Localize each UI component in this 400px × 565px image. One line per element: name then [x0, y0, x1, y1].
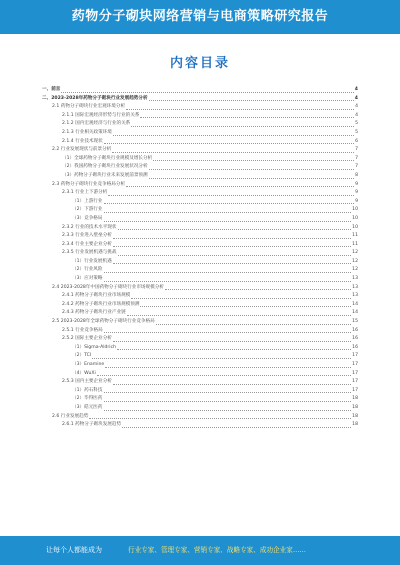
toc-leader-dots	[149, 100, 354, 101]
toc-entry-page: 4	[355, 112, 358, 118]
toc-entry-page: 17	[352, 387, 358, 393]
toc-leader-dots	[153, 160, 354, 161]
toc-entry-title: 2.5.1 行业竞争格局	[62, 327, 103, 333]
toc-entry-page: 12	[352, 267, 358, 273]
toc-entry-title: 2.5 2023-2028年全球药物分子砌块行业竞争格局	[52, 319, 155, 325]
toc-leader-dots	[104, 410, 352, 411]
toc-leader-dots	[113, 263, 351, 264]
toc-entry[interactable]	[42, 327, 358, 336]
toc-entry[interactable]	[42, 112, 358, 121]
toc-entry-title: 一、前言	[42, 87, 61, 92]
toc-entry-page: 13	[352, 284, 358, 290]
toc-entry-page: 7	[355, 155, 358, 161]
toc-entry-page: 17	[352, 379, 358, 385]
toc-entry[interactable]	[42, 172, 358, 181]
toc-entry[interactable]	[42, 378, 358, 387]
toc-leader-dots	[92, 358, 351, 359]
footer-banner	[0, 536, 400, 565]
toc-entry-page: 4	[354, 95, 358, 101]
toc-leader-dots	[113, 135, 354, 136]
toc-entry-page: 15	[352, 319, 358, 325]
toc-entry-title: （1）药石科技	[72, 387, 103, 393]
toc-entry-page: 11	[352, 233, 358, 239]
toc-entry-title: （1）Sigma-Aldrich	[72, 344, 117, 350]
toc-entry-title: （3）药物分子砌块行业未来发展前景预测	[62, 172, 148, 178]
toc-entry-title: （2）我国药物分子砌块行业发展状况分析	[62, 164, 148, 170]
toc-entry-title: 2.1.2 国内宏观经济与行业的关系	[62, 121, 131, 127]
toc-entry-title: 2.1 药物分子砌块行业宏观环境分析	[52, 104, 126, 110]
toc-entry-title: 2.3.1 行业上下游分析	[62, 190, 108, 196]
toc-entry[interactable]	[42, 146, 358, 155]
toc-entry-title: 2.6 行业发展趋势	[52, 413, 89, 419]
toc-entry[interactable]	[42, 266, 358, 275]
toc-entry-page: 17	[352, 353, 358, 359]
toc-entry[interactable]	[42, 95, 358, 104]
toc-entry-page: 12	[352, 250, 358, 256]
toc-leader-dots	[165, 289, 351, 290]
toc-entry-title: （4）WuXi	[72, 370, 96, 376]
toc-leader-dots	[140, 117, 354, 118]
toc-leader-dots	[156, 324, 351, 325]
toc-entry-title: 2.6.1 药物分子砌块发展趋势	[62, 422, 122, 428]
toc-entry-page: 9	[355, 190, 358, 196]
toc-entry[interactable]	[42, 206, 358, 215]
toc-entry-title: 2.5.2 国际主要企业分析	[62, 336, 112, 342]
toc-entry-page: 5	[355, 121, 358, 127]
toc-entry[interactable]	[42, 301, 358, 310]
toc-leader-dots	[104, 392, 352, 393]
toc-entry[interactable]	[42, 413, 358, 422]
toc-entry[interactable]	[42, 404, 358, 413]
toc-entry-title: （2）毕得医药	[72, 396, 103, 402]
toc-entry-page: 6	[355, 138, 358, 144]
report-header	[0, 0, 400, 34]
toc-leader-dots	[105, 367, 351, 368]
toc-entry[interactable]	[42, 86, 358, 95]
toc-entry-page: 18	[352, 413, 358, 419]
toc-entry[interactable]	[42, 387, 358, 396]
toc-entry-page: 4	[355, 104, 358, 110]
toc-entry[interactable]	[42, 232, 358, 241]
toc-leader-dots	[108, 195, 354, 196]
toc-leader-dots	[126, 186, 354, 187]
toc-leader-dots	[113, 246, 351, 247]
toc-entry[interactable]	[42, 215, 358, 224]
toc-entry-title: （2）TCI	[72, 353, 92, 359]
toc-entry[interactable]	[42, 395, 358, 404]
toc-entry-title: （1）行业发展机遇	[72, 258, 112, 264]
toc-entry[interactable]	[42, 292, 358, 301]
toc-entry-page: 16	[352, 327, 358, 333]
toc-entry-title: （1）上游行业	[72, 198, 103, 204]
toc-leader-dots	[61, 92, 353, 93]
toc-leader-dots	[117, 349, 351, 350]
toc-entry-title: 2.2 行业发展现状与前景分析	[52, 147, 112, 153]
toc-entry[interactable]	[42, 318, 358, 327]
toc-entry-page: 13	[352, 293, 358, 299]
toc-entry[interactable]	[42, 421, 358, 430]
toc-entry-title: （3）竞争格局	[72, 215, 103, 221]
toc-entry-title: 2.3.3 行业进入壁垒分析	[62, 233, 112, 239]
toc-leader-dots	[131, 126, 354, 127]
toc-entry[interactable]	[42, 284, 358, 293]
toc-entry-page: 14	[352, 301, 358, 307]
toc-leader-dots	[131, 298, 351, 299]
toc-entry[interactable]	[42, 370, 358, 379]
toc-entry-title: 2.3 药物分子砌块行业竞争格局分析	[52, 181, 126, 187]
toc-leader-dots	[104, 221, 352, 222]
toc-leader-dots	[104, 203, 355, 204]
toc-entry-page: 13	[352, 276, 358, 282]
toc-leader-dots	[149, 178, 354, 179]
toc-entry-page: 14	[352, 310, 358, 316]
toc-entry-title: 2.4.3 药物分子砌块行业产业链	[62, 310, 126, 316]
toc-entry[interactable]	[42, 335, 358, 344]
toc-entry[interactable]	[42, 224, 358, 233]
toc-leader-dots	[126, 109, 354, 110]
toc-leader-dots	[140, 306, 351, 307]
toc-entry-page: 7	[355, 147, 358, 153]
toc-entry-page: 10	[352, 207, 358, 213]
toc-entry[interactable]	[42, 181, 358, 190]
report-title: 药物分子砌块网络营销与电商策略研究报告	[71, 9, 329, 24]
toc-leader-dots	[104, 281, 352, 282]
toc-entry-page: 9	[355, 198, 358, 204]
toc-entry-title: 2.4.1 药物分子砌块行业市场规模	[62, 293, 131, 299]
toc-entry-page: 5	[355, 129, 358, 135]
toc-entry-page: 10	[352, 215, 358, 221]
toc-entry-page: 18	[352, 396, 358, 402]
toc-entry-title: （3）应对策略	[72, 276, 103, 282]
toc-entry-title: 2.1.4 行业技术现状	[62, 138, 103, 144]
toc-entry-title: （2）下游行业	[72, 207, 103, 213]
toc-leader-dots	[112, 152, 354, 153]
toc-entry-page: 17	[352, 370, 358, 376]
toc-entry[interactable]	[42, 352, 358, 361]
toc-leader-dots	[122, 427, 351, 428]
toc-entry[interactable]	[42, 258, 358, 267]
toc-entry-title: 二、2023-2028年药物分子砌块行业发展趋势分析	[42, 95, 148, 101]
toc-entry[interactable]	[42, 138, 358, 147]
toc-entry-page: 8	[355, 172, 358, 178]
toc-leader-dots	[113, 384, 351, 385]
toc-entry-title: 2.5.3 国内主要企业分析	[62, 379, 112, 385]
toc-leader-dots	[127, 315, 351, 316]
toc-entry[interactable]	[42, 189, 358, 198]
toc-entry-title: （3）Enamine	[72, 362, 105, 367]
toc-entry[interactable]	[42, 344, 358, 353]
toc-entry[interactable]	[42, 155, 358, 164]
toc-leader-dots	[104, 332, 351, 333]
toc-entry-page: 9	[355, 181, 358, 187]
table-of-contents	[42, 86, 358, 430]
toc-entry-page: 11	[352, 241, 358, 247]
toc-entry-title: 2.4.2 药物分子砌块行业市场规模预测	[62, 301, 140, 307]
toc-leader-dots	[97, 375, 351, 376]
toc-leader-dots	[113, 238, 351, 239]
toc-entry-title: 2.1.1 国际宏观经济形势与行业的关系	[62, 112, 140, 118]
toc-entry-page: 4	[354, 87, 358, 92]
toc-entry[interactable]	[42, 129, 358, 138]
toc-entry[interactable]	[42, 249, 358, 258]
toc-entry-page: 7	[355, 164, 358, 170]
toc-entry-page: 12	[352, 258, 358, 264]
toc-entry-page: 17	[352, 362, 358, 367]
toc-entry-page: 16	[352, 336, 358, 342]
footer-tagline: 行业专家、管理专家、营销专家、战略专家、成功企业家……	[128, 546, 307, 554]
toc-leader-dots	[89, 418, 351, 419]
toc-heading: 内容目录	[169, 56, 230, 71]
toc-leader-dots	[104, 401, 352, 402]
toc-leader-dots	[104, 272, 352, 273]
toc-leader-dots	[113, 341, 351, 342]
toc-entry-title: 2.3.5 行业发展机遇与挑战	[62, 250, 117, 256]
toc-entry[interactable]	[42, 309, 358, 318]
toc-entry-title: 2.4 2023-2028年中国药物分子砌块行业市场规模分析	[52, 284, 164, 290]
toc-entry[interactable]	[42, 361, 358, 370]
toc-leader-dots	[104, 143, 354, 144]
toc-entry-page: 18	[352, 404, 358, 410]
toc-entry-page: 10	[352, 224, 358, 230]
toc-entry-title: （2）行业风险	[72, 267, 103, 273]
toc-entry-title: 2.3.2 行业的技术水平现状	[62, 224, 117, 230]
toc-entry[interactable]	[42, 241, 358, 250]
toc-entry[interactable]	[42, 275, 358, 284]
toc-entry[interactable]	[42, 120, 358, 129]
toc-entry-title: 2.3.4 行业主要企业分析	[62, 241, 112, 247]
toc-entry[interactable]	[42, 198, 358, 207]
toc-leader-dots	[149, 169, 354, 170]
toc-entry[interactable]	[42, 103, 358, 112]
toc-leader-dots	[118, 255, 352, 256]
toc-entry[interactable]	[42, 163, 358, 172]
toc-entry-title: 2.1.3 行业相关政策环境	[62, 129, 112, 135]
toc-entry-page: 16	[352, 344, 358, 350]
toc-entry-page: 18	[352, 422, 358, 428]
toc-entry-title: （3）皓元医药	[72, 404, 103, 410]
toc-entry-title: （1）全球药物分子砌块行业规模及增长分析	[62, 155, 153, 161]
footer-lead-text: 让每个人都能成为	[46, 546, 102, 554]
toc-leader-dots	[104, 212, 352, 213]
toc-leader-dots	[118, 229, 352, 230]
